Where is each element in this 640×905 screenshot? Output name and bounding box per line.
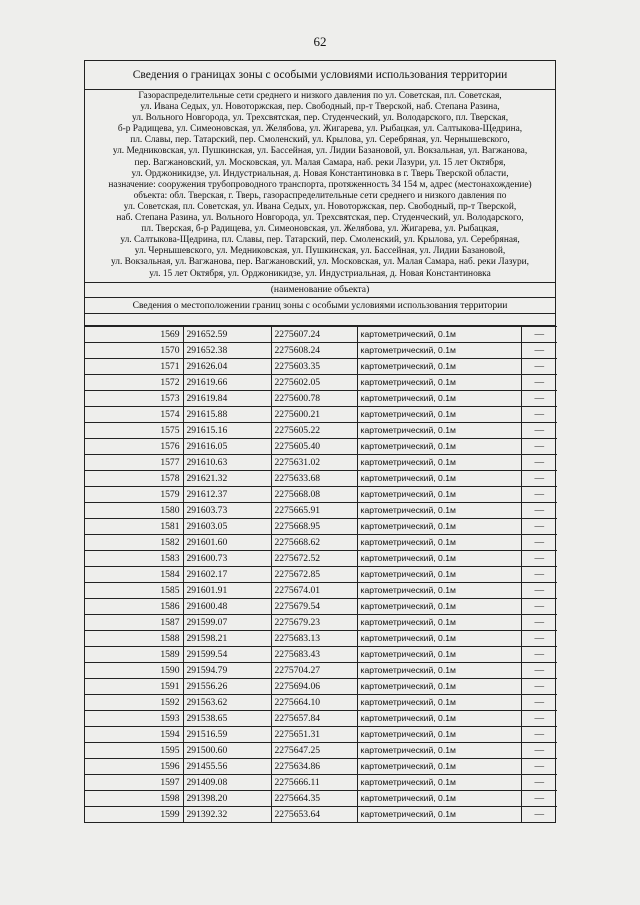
coordinate-y-cell: 2275634.86 — [271, 758, 357, 774]
point-number-cell: 1573 — [85, 390, 183, 406]
accuracy-cell: — — [521, 726, 557, 742]
object-description-line: ул. Салтыкова-Щедрина, пл. Славы, пер. Татарский, пер. Смоленский, ул. Крылова, ул. Серебряная, — [120, 235, 520, 246]
point-number-cell: 1592 — [85, 694, 183, 710]
determination-method-cell: картометрический, 0.1м — [357, 726, 521, 742]
point-number-cell: 1577 — [85, 454, 183, 470]
page-number: 62 — [313, 34, 327, 49]
point-number-cell: 1599 — [85, 806, 183, 822]
coordinate-x-cell: 291615.16 — [183, 422, 271, 438]
determination-method-cell: картометрический, 0.1м — [357, 646, 521, 662]
point-number-cell: 1580 — [85, 502, 183, 518]
object-description-line: ул. Вокзальная, ул. Вагжанова, пер. Вагжановский, ул. Московская, ул. Малая Самара, наб. реки Лазури, — [110, 257, 529, 268]
table-row — [85, 582, 557, 598]
point-number-cell: 1591 — [85, 678, 183, 694]
table-row — [85, 742, 557, 758]
coordinate-x-cell: 291598.21 — [183, 630, 271, 646]
table-row — [85, 534, 557, 550]
coordinate-y-cell: 2275679.23 — [271, 614, 357, 630]
object-description-line: б-р Радищева, ул. Симеоновская, ул. Желябова, ул. Жигарева, ул. Рыбацкая, ул. Салтыкова-Щедрина, — [117, 124, 523, 135]
point-number-cell: 1579 — [85, 486, 183, 502]
point-number-cell: 1575 — [85, 422, 183, 438]
table-row — [85, 694, 557, 710]
table-row — [85, 662, 557, 678]
object-description-line: ул. Орджоникидзе, ул. Индустриальная, д. Новая Константиновка в г. Тверь Тверской области, — [131, 168, 509, 179]
object-description-line: назначение: сооружения трубопроводного транспорта, протяженность 34 154 м, адрес (местонахождение) — [108, 179, 532, 190]
coordinate-y-cell: 2275679.54 — [271, 598, 357, 614]
point-number-cell: 1582 — [85, 534, 183, 550]
coordinate-x-cell: 291538.65 — [183, 710, 271, 726]
coordinate-x-cell: 291516.59 — [183, 726, 271, 742]
coordinate-y-cell: 2275600.21 — [271, 406, 357, 422]
accuracy-cell: — — [521, 422, 557, 438]
coordinate-x-cell: 291599.07 — [183, 614, 271, 630]
coordinate-y-cell: 2275651.31 — [271, 726, 357, 742]
coordinate-x-cell: 291612.37 — [183, 486, 271, 502]
point-number-cell: 1576 — [85, 438, 183, 454]
determination-method-cell: картометрический, 0.1м — [357, 758, 521, 774]
coordinate-y-cell: 2275674.01 — [271, 582, 357, 598]
coordinate-x-cell: 291652.38 — [183, 342, 271, 358]
determination-method-cell: картометрический, 0.1м — [357, 390, 521, 406]
coordinate-y-cell: 2275664.35 — [271, 790, 357, 806]
table-row — [85, 422, 557, 438]
table-row — [85, 566, 557, 582]
accuracy-cell: — — [521, 678, 557, 694]
table-row — [85, 374, 557, 390]
determination-method-cell: картометрический, 0.1м — [357, 374, 521, 390]
accuracy-cell: — — [521, 742, 557, 758]
object-description-line: Газораспределительные сети среднего и низкого давления по ул. Советская, пл. Советская, — [138, 91, 502, 101]
coordinate-y-cell: 2275602.05 — [271, 374, 357, 390]
coordinate-x-cell: 291616.05 — [183, 438, 271, 454]
coordinate-y-cell: 2275668.62 — [271, 534, 357, 550]
point-number-cell: 1587 — [85, 614, 183, 630]
coordinate-x-cell: 291652.59 — [183, 326, 271, 342]
determination-method-cell: картометрический, 0.1м — [357, 534, 521, 550]
object-description — [85, 90, 555, 283]
coordinate-x-cell: 291500.60 — [183, 742, 271, 758]
coordinate-x-cell: 291409.08 — [183, 774, 271, 790]
table-row — [85, 646, 557, 662]
point-number-cell: 1570 — [85, 342, 183, 358]
point-number-cell: 1588 — [85, 630, 183, 646]
table-row — [85, 390, 557, 406]
determination-method-cell: картометрический, 0.1м — [357, 694, 521, 710]
table-row — [85, 454, 557, 470]
point-number-cell: 1581 — [85, 518, 183, 534]
point-number-cell: 1574 — [85, 406, 183, 422]
accuracy-cell: — — [521, 774, 557, 790]
coordinate-y-cell: 2275631.02 — [271, 454, 357, 470]
coordinate-y-cell: 2275603.35 — [271, 358, 357, 374]
coordinate-x-cell: 291600.48 — [183, 598, 271, 614]
coordinate-x-cell: 291398.20 — [183, 790, 271, 806]
accuracy-cell: — — [521, 534, 557, 550]
coordinate-x-cell: 291601.60 — [183, 534, 271, 550]
point-number-cell: 1578 — [85, 470, 183, 486]
determination-method-cell: картометрический, 0.1м — [357, 422, 521, 438]
accuracy-cell: — — [521, 550, 557, 566]
determination-method-cell: картометрический, 0.1м — [357, 518, 521, 534]
accuracy-cell: — — [521, 342, 557, 358]
coordinate-x-cell: 291626.04 — [183, 358, 271, 374]
determination-method-cell: картометрический, 0.1м — [357, 550, 521, 566]
determination-method-cell: картометрический, 0.1м — [357, 438, 521, 454]
point-number-cell: 1583 — [85, 550, 183, 566]
table-row — [85, 470, 557, 486]
table-row — [85, 806, 557, 822]
coordinate-x-cell: 291563.62 — [183, 694, 271, 710]
object-description-line: пл. Тверская, б-р Радищева, ул. Симеоновская, ул. Желябова, ул. Жигарева, ул. Рыбацкая, — [141, 224, 499, 235]
point-number-cell: 1584 — [85, 566, 183, 582]
coordinate-x-cell: 291594.79 — [183, 662, 271, 678]
coordinate-y-cell: 2275633.68 — [271, 470, 357, 486]
accuracy-cell: — — [521, 758, 557, 774]
accuracy-cell: — — [521, 358, 557, 374]
document-title: Сведения о границах зоны с особыми условиями использования территории — [85, 61, 555, 90]
point-number-cell: 1596 — [85, 758, 183, 774]
point-number-cell: 1589 — [85, 646, 183, 662]
table-row — [85, 406, 557, 422]
coordinate-y-cell: 2275653.64 — [271, 806, 357, 822]
accuracy-cell: — — [521, 598, 557, 614]
table-row — [85, 326, 557, 342]
object-description-line: ул. Ивана Седых, ул. Новоторжская, пер. Свободный, пр-т Тверской, наб. Степана Разина, — [140, 102, 500, 113]
determination-method-cell: картометрический, 0.1м — [357, 598, 521, 614]
coordinates-table — [85, 326, 557, 822]
determination-method-cell: картометрический, 0.1м — [357, 342, 521, 358]
point-number-cell: 1569 — [85, 326, 183, 342]
point-number-cell: 1595 — [85, 742, 183, 758]
determination-method-cell: картометрический, 0.1м — [357, 406, 521, 422]
object-description-line: наб. Степана Разина, ул. Вольного Новгорода, ул. Трехсвятская, пер. Студенческий, ул. Володарского, — [116, 213, 524, 224]
coordinate-y-cell: 2275605.40 — [271, 438, 357, 454]
table-row — [85, 550, 557, 566]
accuracy-cell: — — [521, 614, 557, 630]
coordinate-x-cell: 291610.63 — [183, 454, 271, 470]
accuracy-cell: — — [521, 374, 557, 390]
determination-method-cell: картометрический, 0.1м — [357, 614, 521, 630]
accuracy-cell: — — [521, 582, 557, 598]
coordinate-y-cell: 2275672.52 — [271, 550, 357, 566]
table-row — [85, 678, 557, 694]
coordinate-x-cell: 291599.54 — [183, 646, 271, 662]
coordinate-x-cell: 291455.56 — [183, 758, 271, 774]
determination-method-cell: картометрический, 0.1м — [357, 326, 521, 342]
table-row — [85, 502, 557, 518]
accuracy-cell: — — [521, 326, 557, 342]
object-description-line: ул. Чернышевского, ул. Медниковская, ул. Пушкинская, ул. Бассейная, ул. Лидии Базановой, — [134, 246, 506, 257]
object-description-line: пер. Вагжановский, ул. Московская, ул. Малая Самара, наб. реки Лазури, ул. 15 лет Октября, — [134, 157, 506, 168]
accuracy-cell: — — [521, 790, 557, 806]
point-number-cell: 1598 — [85, 790, 183, 806]
object-description-line: ул. Медниковская, ул. Пушкинская, ул. Бассейная, ул. Лидии Базановой, ул. Вокзальная, ул. Вагжанова, — [112, 146, 528, 157]
accuracy-cell: — — [521, 646, 557, 662]
determination-method-cell: картометрический, 0.1м — [357, 470, 521, 486]
object-name-caption: (наименование объекта) — [85, 283, 555, 298]
table-row — [85, 358, 557, 374]
table-row — [85, 710, 557, 726]
point-number-cell: 1585 — [85, 582, 183, 598]
point-number-cell: 1593 — [85, 710, 183, 726]
coordinate-y-cell: 2275608.24 — [271, 342, 357, 358]
object-description-line: ул. Вольного Новгорода, ул. Трехсвятская, пер. Студенческий, ул. Володарского, пл. Тверская, — [131, 113, 509, 124]
determination-method-cell: картометрический, 0.1м — [357, 742, 521, 758]
accuracy-cell: — — [521, 630, 557, 646]
table-header-spacer — [85, 314, 555, 326]
coordinate-x-cell: 291392.32 — [183, 806, 271, 822]
point-number-cell: 1586 — [85, 598, 183, 614]
table-row — [85, 598, 557, 614]
location-section-header: Сведения о местоположении границ зоны с особыми условиями использования территории — [85, 298, 555, 314]
coordinate-x-cell: 291556.26 — [183, 678, 271, 694]
table-row — [85, 614, 557, 630]
coordinate-x-cell: 291600.73 — [183, 550, 271, 566]
accuracy-cell: — — [521, 454, 557, 470]
coordinate-y-cell: 2275694.06 — [271, 678, 357, 694]
table-row — [85, 518, 557, 534]
coordinate-x-cell: 291603.05 — [183, 518, 271, 534]
point-number-cell: 1594 — [85, 726, 183, 742]
determination-method-cell: картометрический, 0.1м — [357, 710, 521, 726]
point-number-cell: 1571 — [85, 358, 183, 374]
table-row — [85, 790, 557, 806]
coordinate-y-cell: 2275605.22 — [271, 422, 357, 438]
coordinate-y-cell: 2275683.13 — [271, 630, 357, 646]
coordinate-x-cell: 291603.73 — [183, 502, 271, 518]
accuracy-cell: — — [521, 486, 557, 502]
determination-method-cell: картометрический, 0.1м — [357, 566, 521, 582]
coordinate-y-cell: 2275668.95 — [271, 518, 357, 534]
object-description-line: ул. 15 лет Октября, ул. Орджоникидзе, ул. Индустриальная, д. Новая Константиновка — [149, 268, 491, 279]
determination-method-cell: картометрический, 0.1м — [357, 678, 521, 694]
table-row — [85, 342, 557, 358]
determination-method-cell: картометрический, 0.1м — [357, 806, 521, 822]
point-number-cell: 1597 — [85, 774, 183, 790]
determination-method-cell: картометрический, 0.1м — [357, 502, 521, 518]
coordinate-y-cell: 2275607.24 — [271, 326, 357, 342]
coordinate-y-cell: 2275665.91 — [271, 502, 357, 518]
accuracy-cell: — — [521, 518, 557, 534]
point-number-cell: 1572 — [85, 374, 183, 390]
accuracy-cell: — — [521, 390, 557, 406]
coordinate-y-cell: 2275672.85 — [271, 566, 357, 582]
accuracy-cell: — — [521, 566, 557, 582]
determination-method-cell: картометрический, 0.1м — [357, 358, 521, 374]
table-row — [85, 486, 557, 502]
coordinate-y-cell: 2275657.84 — [271, 710, 357, 726]
coordinate-y-cell: 2275683.43 — [271, 646, 357, 662]
accuracy-cell: — — [521, 470, 557, 486]
determination-method-cell: картометрический, 0.1м — [357, 630, 521, 646]
object-description-line: объекта: обл. Тверская, г. Тверь, газораспределительные сети среднего и низкого давления по — [133, 190, 507, 201]
coordinate-y-cell: 2275647.25 — [271, 742, 357, 758]
accuracy-cell: — — [521, 438, 557, 454]
boundary-document — [84, 60, 556, 823]
coordinate-x-cell: 291615.88 — [183, 406, 271, 422]
determination-method-cell: картометрический, 0.1м — [357, 454, 521, 470]
accuracy-cell: — — [521, 806, 557, 822]
coordinate-y-cell: 2275600.78 — [271, 390, 357, 406]
accuracy-cell: — — [521, 406, 557, 422]
object-description-line: ул. Советская, пл. Советская, ул. Ивана Седых, ул. Новоторжская, пер. Свободный, пр-т Тверской, — [123, 201, 517, 212]
coordinate-y-cell: 2275704.27 — [271, 662, 357, 678]
accuracy-cell: — — [521, 662, 557, 678]
accuracy-cell: — — [521, 710, 557, 726]
determination-method-cell: картометрический, 0.1м — [357, 790, 521, 806]
determination-method-cell: картометрический, 0.1м — [357, 486, 521, 502]
table-row — [85, 726, 557, 742]
coordinate-y-cell: 2275664.10 — [271, 694, 357, 710]
table-row — [85, 438, 557, 454]
coordinate-x-cell: 291621.32 — [183, 470, 271, 486]
accuracy-cell: — — [521, 502, 557, 518]
point-number-cell: 1590 — [85, 662, 183, 678]
coordinate-x-cell: 291619.84 — [183, 390, 271, 406]
determination-method-cell: картометрический, 0.1м — [357, 582, 521, 598]
determination-method-cell: картометрический, 0.1м — [357, 662, 521, 678]
table-row — [85, 758, 557, 774]
accuracy-cell: — — [521, 694, 557, 710]
table-row — [85, 774, 557, 790]
coordinate-x-cell: 291601.91 — [183, 582, 271, 598]
coordinate-x-cell: 291619.66 — [183, 374, 271, 390]
coordinate-y-cell: 2275668.08 — [271, 486, 357, 502]
coordinate-y-cell: 2275666.11 — [271, 774, 357, 790]
determination-method-cell: картометрический, 0.1м — [357, 774, 521, 790]
object-description-line: пл. Славы, пер. Татарский, пер. Смоленский, ул. Крылова, ул. Серебряная, ул. Чернышевского, — [130, 135, 510, 146]
coordinate-x-cell: 291602.17 — [183, 566, 271, 582]
table-row — [85, 630, 557, 646]
